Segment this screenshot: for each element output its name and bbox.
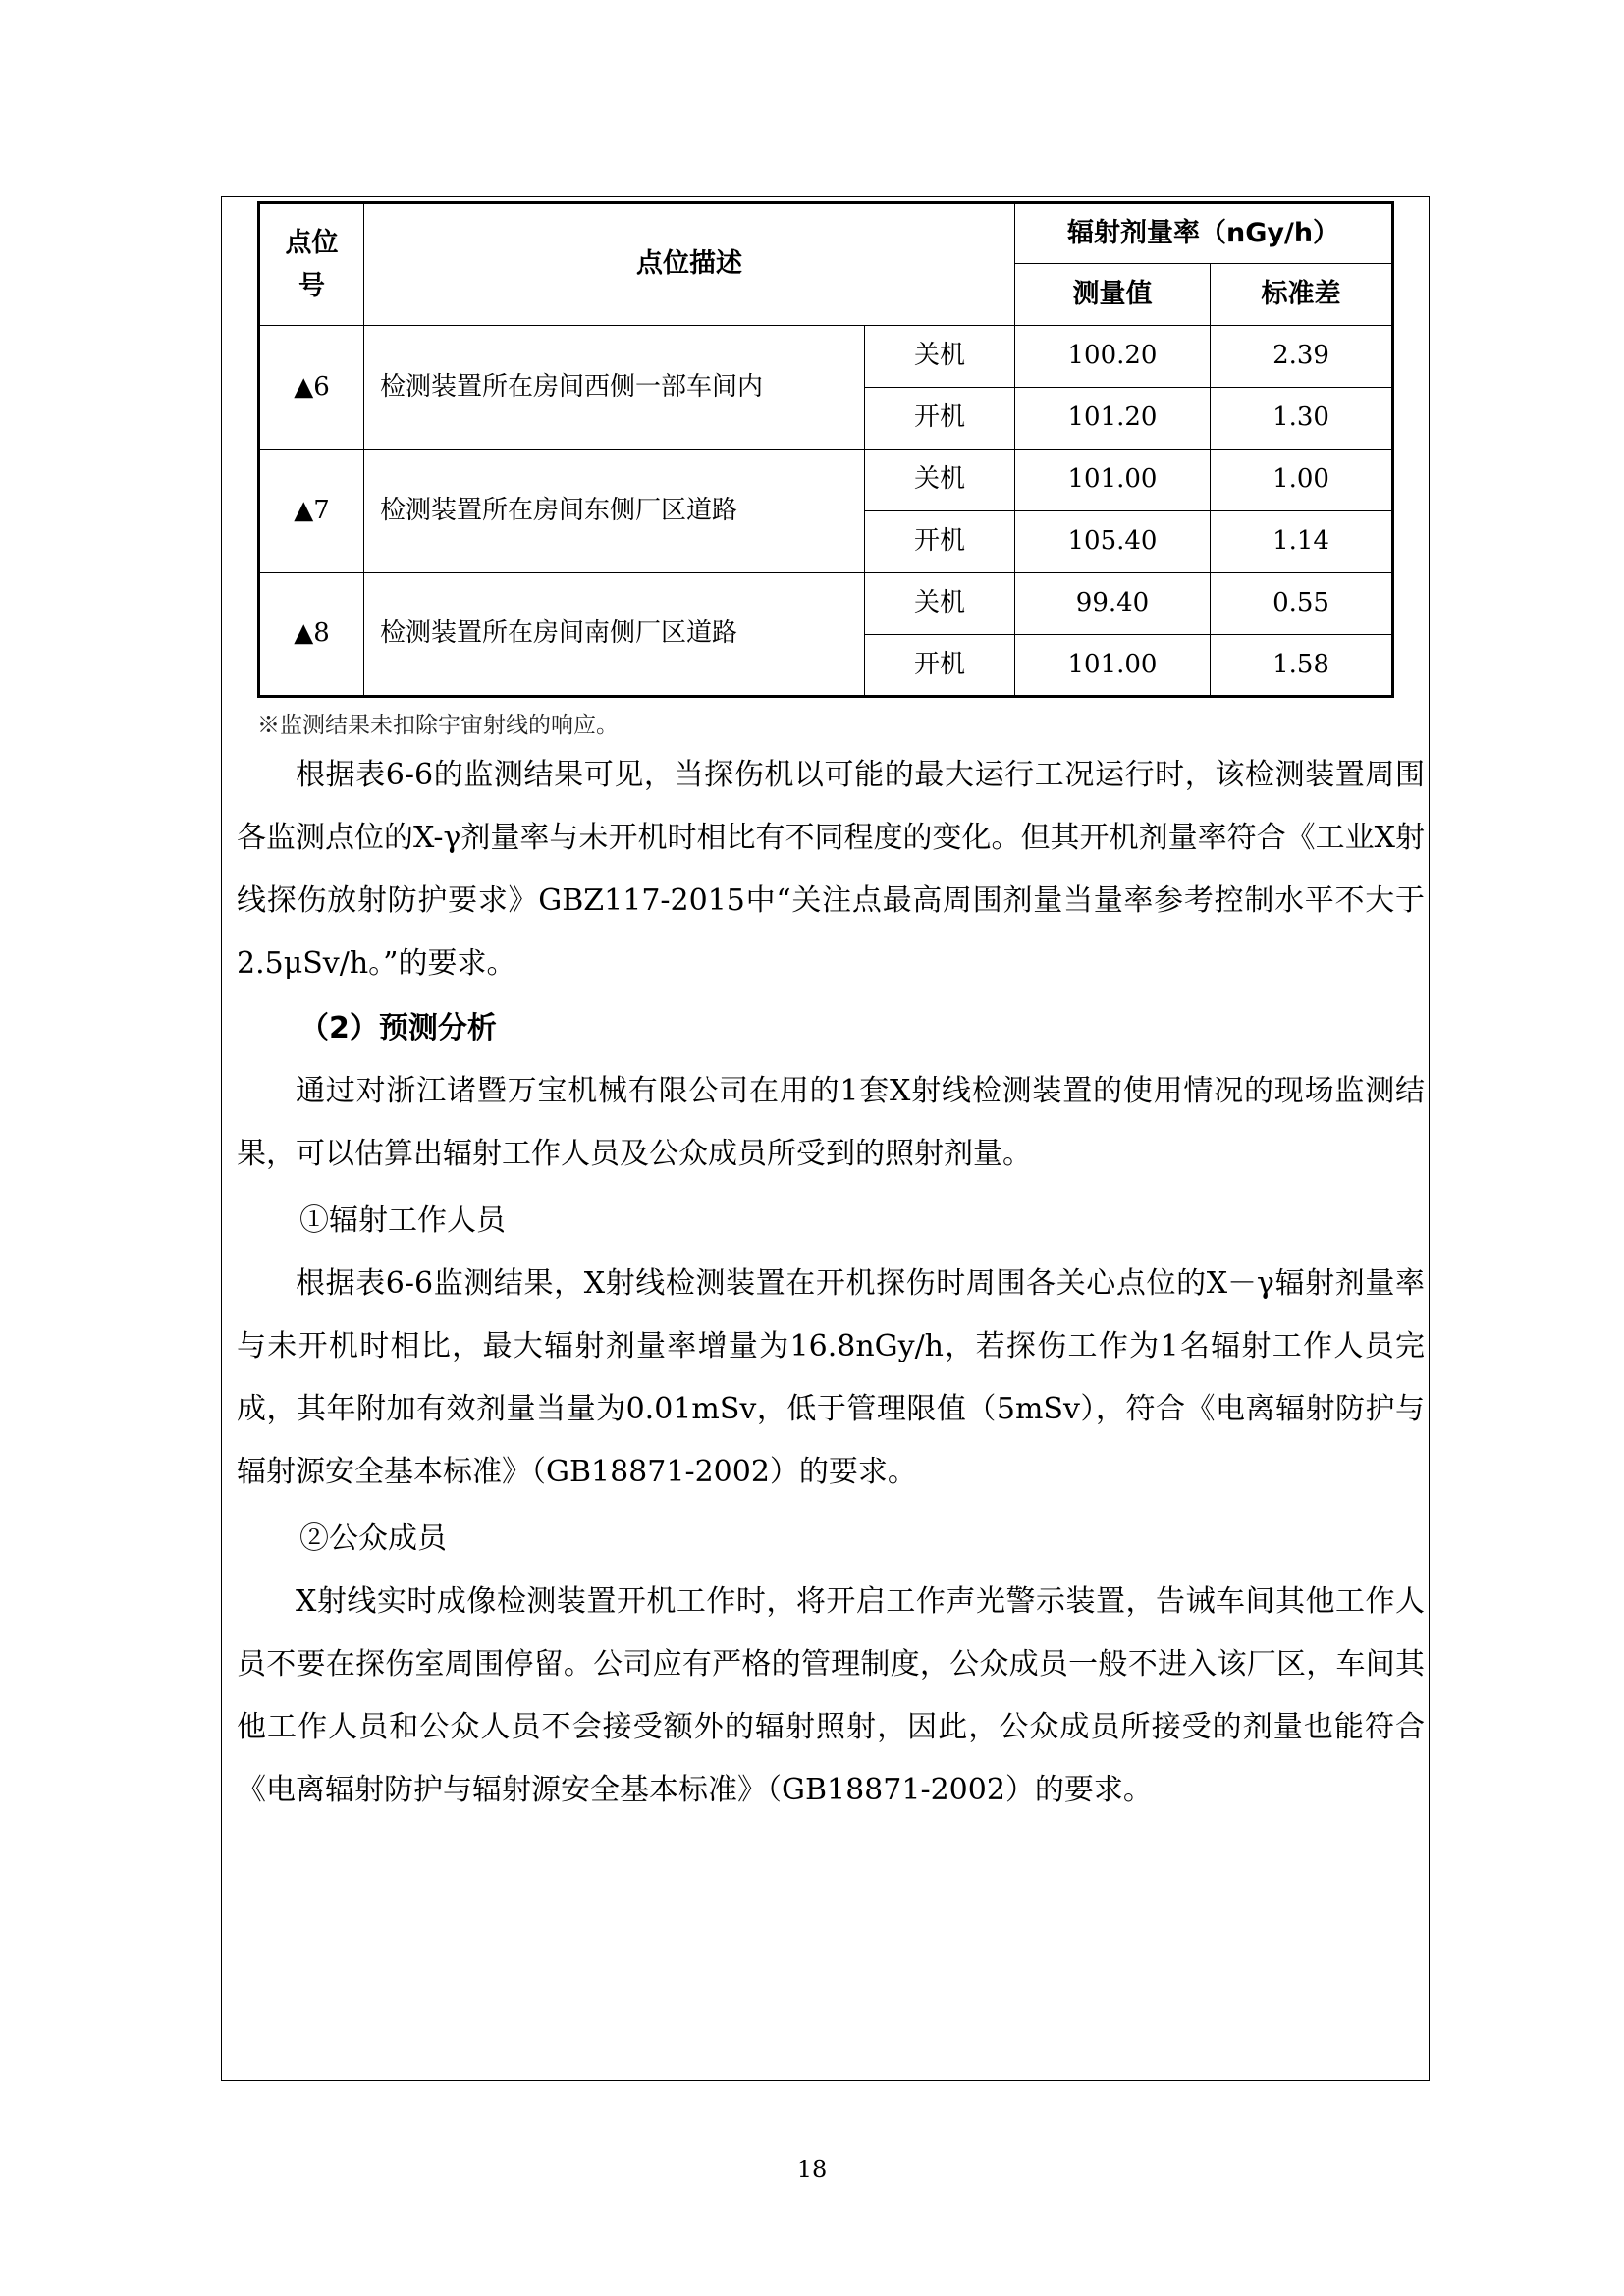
header-row [259,203,1393,264]
state-on: 开机 [865,388,1015,450]
std-on: 1.14 [1211,511,1393,573]
value-on: 101.00 [1015,635,1211,697]
header-point-no: 点位 号 [259,203,364,326]
paragraph-radiation-workers: 根据表6-6监测结果，X射线检测装置在开机探伤时周围各关心点位的X－γ辐射剂量率与未开机时相比，最大辐射剂量率增量为16.8nGy/h，若探伤工作为1名辐射工作人员完成，其年附加有效剂量当量为0.01mSv，低于管理限值（5mSv），符合《电离辐射防护与辐射源安全基本标准》（GB18871-2002）的要求。 [237,1266,1425,1489]
std-off: 1.00 [1211,450,1393,511]
header-std: 标准差 [1211,264,1393,326]
page-number: 18 [796,2156,828,2183]
subheading-public: ②公众成员 [299,1522,447,1556]
monitoring-table [257,201,1394,698]
paragraph-prediction-intro: 通过对浙江诸暨万宝机械有限公司在用的1套X射线检测装置的使用情况的现场监测结果，可以估算出辐射工作人员及公众成员所受到的照射剂量。 [237,1074,1425,1171]
point-desc: 检测装置所在房间东侧厂区道路 [364,450,865,573]
value-off: 99.40 [1015,573,1211,635]
value-on: 101.20 [1015,388,1211,450]
std-off: 2.39 [1211,326,1393,388]
value-off: 101.00 [1015,450,1211,511]
point-id: ▲6 [259,326,364,450]
value-on: 105.40 [1015,511,1211,573]
point-desc: 检测装置所在房间南侧厂区道路 [364,573,865,697]
paragraph-public: X射线实时成像检测装置开机工作时，将开启工作声光警示装置，告诫车间其他工作人员不要在探伤室周围停留。公司应有严格的管理制度，公众成员一般不进入该厂区，车间其他工作人员和公众人员不会接受额外的辐射照射，因此，公众成员所接受的剂量也能符合《电离辐射防护与辐射源安全基本标准》（GB18871-2002）的要求。 [237,1584,1425,1807]
state-on: 开机 [865,635,1015,697]
table-row [259,573,1393,635]
std-on: 1.30 [1211,388,1393,450]
std-off: 0.55 [1211,573,1393,635]
point-desc: 检测装置所在房间西侧一部车间内 [364,326,865,450]
point-id: ▲7 [259,450,364,573]
paragraph-monitoring-result: 根据表6-6的监测结果可见，当探伤机以可能的最大运行工况运行时，该检测装置周围各监测点位的X-γ剂量率与未开机时相比有不同程度的变化。但其开机剂量率符合《工业X射线探伤放射防护要求》GBZ117-2015中“关注点最高周围剂量当量率参考控制水平不大于2.5μSv/h。”的要求。 [237,758,1425,981]
state-off: 关机 [865,573,1015,635]
section-heading-prediction: （2）预测分析 [299,1011,497,1045]
point-id: ▲8 [259,573,364,697]
state-off: 关机 [865,450,1015,511]
header-rate: 辐射剂量率（nGy/h） [1015,203,1393,264]
header-description: 点位描述 [364,203,1015,326]
std-on: 1.58 [1211,635,1393,697]
header-measured: 测量值 [1015,264,1211,326]
state-on: 开机 [865,511,1015,573]
table-row [259,326,1393,388]
state-off: 关机 [865,326,1015,388]
subheading-radiation-workers: ①辐射工作人员 [299,1203,506,1238]
table-note: ※监测结果未扣除宇宙射线的响应。 [257,713,619,738]
table-row [259,450,1393,511]
value-off: 100.20 [1015,326,1211,388]
